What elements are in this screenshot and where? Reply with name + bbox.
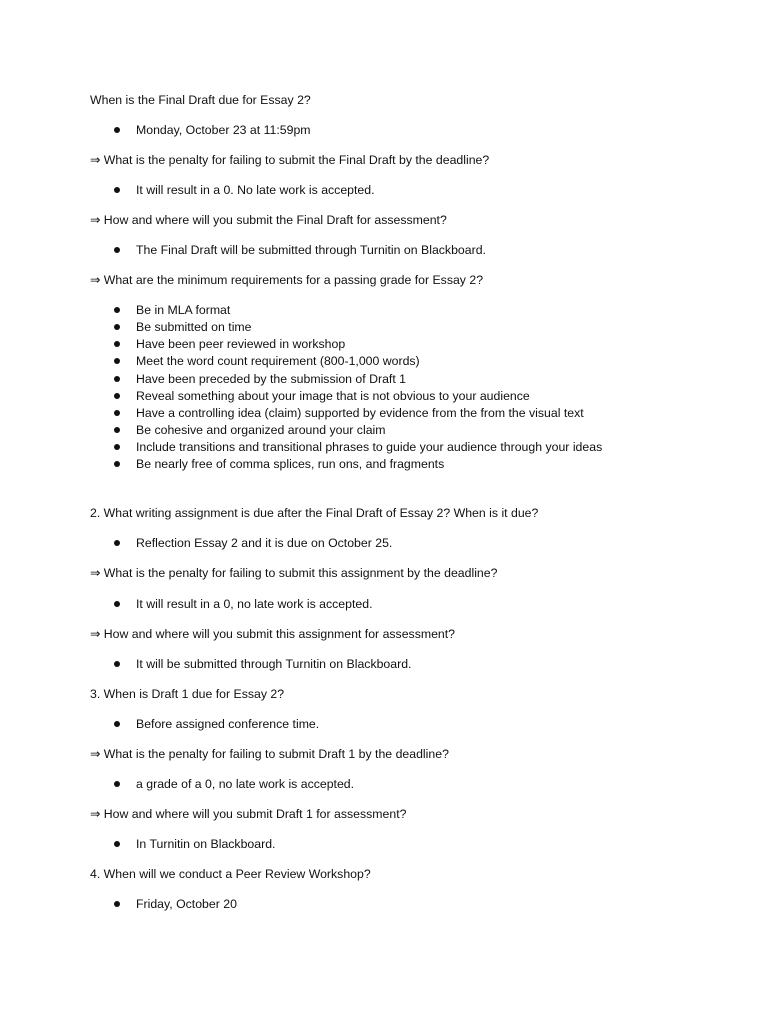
bullet-icon [114, 661, 120, 667]
answer-final-draft-due: Monday, October 23 at 11:59pm [136, 123, 311, 137]
bullet-icon [114, 841, 120, 847]
requirement-item: Include transitions and transitional phrases to guide your audience through your ideas [136, 440, 603, 454]
answer-draft1-submit: In Turnitin on Blackboard. [136, 837, 276, 851]
question-final-draft-penalty: ⇒ What is the penalty for failing to submit the Final Draft by the deadline? [90, 153, 490, 167]
bullet-icon [114, 376, 120, 382]
answer-peer-review: Friday, October 20 [136, 897, 237, 911]
requirement-item: Have been preceded by the submission of Draft 1 [136, 372, 407, 386]
answer-assignment-penalty: It will result in a 0, no late work is accepted. [136, 597, 373, 611]
requirement-item: Be submitted on time [136, 320, 252, 334]
question-assignment-submit: ⇒ How and where will you submit this assignment for assessment? [90, 627, 456, 641]
question-assignment-penalty: ⇒ What is the penalty for failing to submit this assignment by the deadline? [90, 566, 498, 580]
question-final-draft-due: When is the Final Draft due for Essay 2? [90, 93, 311, 107]
bullet-icon [114, 307, 120, 313]
bullet-icon [114, 410, 120, 416]
answer-after-final-draft: Reflection Essay 2 and it is due on October 25. [136, 536, 393, 550]
requirement-item: Meet the word count requirement (800-1,000 words) [136, 354, 420, 368]
bullet-icon [114, 341, 120, 347]
bullet-icon [114, 444, 120, 450]
bullet-icon [114, 247, 120, 253]
answer-draft1-penalty: a grade of a 0, no late work is accepted. [136, 777, 355, 791]
requirement-item: Reveal something about your image that is not obvious to your audience [136, 389, 530, 403]
bullet-icon [114, 427, 120, 433]
question-draft1-submit: ⇒ How and where will you submit Draft 1 for assessment? [90, 807, 407, 821]
question-final-draft-submit: ⇒ How and where will you submit the Final Draft for assessment? [90, 213, 447, 227]
bullet-icon [114, 601, 120, 607]
answer-assignment-submit: It will be submitted through Turnitin on Blackboard. [136, 657, 412, 671]
requirement-item: Be in MLA format [136, 303, 231, 317]
requirement-item: Be cohesive and organized around your claim [136, 423, 386, 437]
bullet-icon [114, 461, 120, 467]
requirement-item: Have a controlling idea (claim) supported by evidence from the from the visual text [136, 406, 584, 420]
requirement-item: Be nearly free of comma splices, run ons, and fragments [136, 457, 445, 471]
bullet-icon [114, 187, 120, 193]
bullet-icon [114, 324, 120, 330]
bullet-icon [114, 901, 120, 907]
answer-final-draft-submit: The Final Draft will be submitted through Turnitin on Blackboard. [136, 243, 486, 257]
question-draft1-due: 3. When is Draft 1 due for Essay 2? [90, 687, 285, 701]
bullet-icon [114, 540, 120, 546]
bullet-icon [114, 721, 120, 727]
bullet-icon [114, 358, 120, 364]
question-peer-review: 4. When will we conduct a Peer Review Workshop? [90, 867, 371, 881]
bullet-icon [114, 127, 120, 133]
question-minimum-requirements: ⇒ What are the minimum requirements for a passing grade for Essay 2? [90, 273, 484, 287]
requirement-item: Have been peer reviewed in workshop [136, 337, 346, 351]
answer-final-draft-penalty: It will result in a 0. No late work is accepted. [136, 183, 375, 197]
bullet-icon [114, 781, 120, 787]
bullet-icon [114, 393, 120, 399]
question-draft1-penalty: ⇒ What is the penalty for failing to submit Draft 1 by the deadline? [90, 747, 449, 761]
question-after-final-draft: 2. What writing assignment is due after the Final Draft of Essay 2? When is it due? [90, 506, 539, 520]
answer-draft1-due: Before assigned conference time. [136, 717, 320, 731]
